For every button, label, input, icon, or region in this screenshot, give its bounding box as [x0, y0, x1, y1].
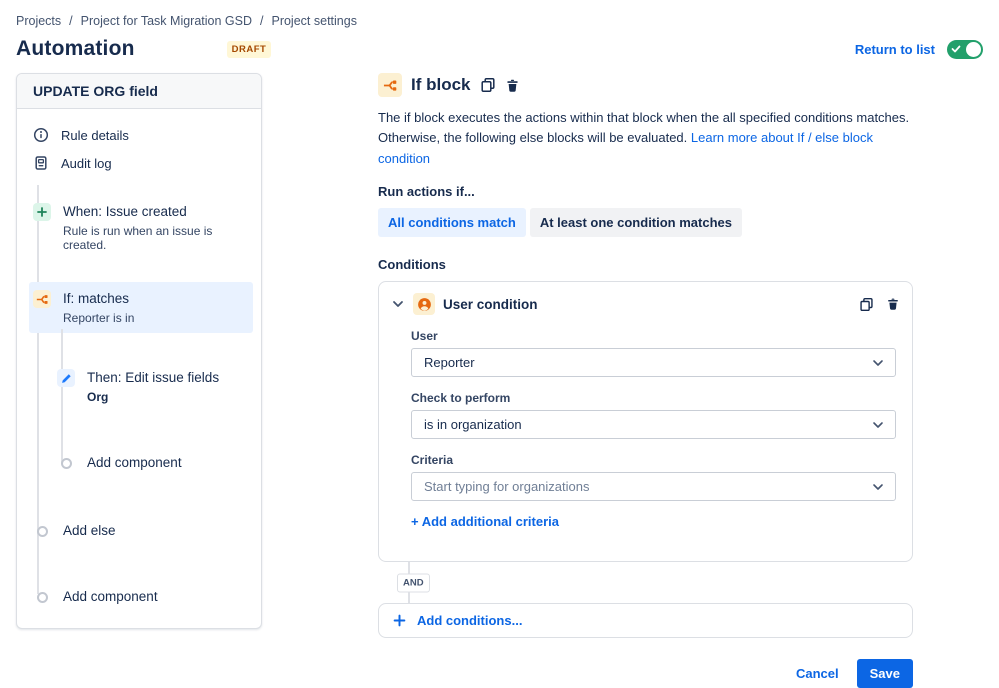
- tree-item-title: Add component: [87, 455, 182, 470]
- conditions-label: Conditions: [378, 257, 446, 273]
- check-to-perform-label: Check to perform: [411, 391, 511, 406]
- tree-item-title: If: matches: [63, 291, 130, 306]
- add-conditions-label: Add conditions...: [417, 613, 523, 629]
- audit-log-icon: [33, 155, 49, 171]
- chevron-down-icon: [873, 483, 883, 491]
- draft-badge: DRAFT: [227, 41, 272, 58]
- if-block-editor: [378, 73, 913, 688]
- branch-icon: [33, 290, 51, 308]
- tree-item-trigger[interactable]: [29, 195, 253, 256]
- nav-label: Rule details: [61, 127, 129, 143]
- user-condition-card: [378, 281, 913, 562]
- empty-circle-icon: [33, 588, 51, 606]
- tree-item-add-component[interactable]: [29, 584, 253, 610]
- condition-connector: [378, 562, 913, 603]
- tree-item-title: Then: Edit issue fields: [87, 370, 220, 385]
- copy-block-icon[interactable]: [480, 77, 496, 93]
- tree-item-title: Add component: [63, 589, 158, 604]
- rule-name: UPDATE ORG field: [17, 74, 261, 109]
- delete-condition-icon[interactable]: [886, 297, 900, 311]
- chevron-down-icon: [873, 421, 883, 429]
- tree-item-subtitle: Reporter is in: [63, 311, 135, 325]
- and-operator-chip: AND: [397, 573, 430, 592]
- check-to-perform-select[interactable]: [411, 410, 896, 439]
- rule-component-tree: [17, 181, 261, 628]
- toggle-knob: [966, 42, 981, 57]
- description-text: The if block executes the actions within that block when the all specified conditions matches. Otherwise, the following else blocks will be evaluated.: [378, 110, 910, 146]
- criteria-label: Criteria: [411, 453, 454, 468]
- breadcrumb-projects[interactable]: Projects: [16, 14, 62, 28]
- branch-icon: [378, 73, 402, 97]
- block-title: If block: [411, 75, 471, 94]
- tree-item-title: Add else: [63, 523, 116, 538]
- breadcrumb-separator: /: [260, 14, 264, 28]
- empty-circle-icon: [57, 454, 75, 472]
- check-icon: [951, 44, 961, 54]
- tree-item-title: When: Issue created: [63, 204, 187, 219]
- user-field-label: User: [411, 329, 438, 344]
- breadcrumb-separator: /: [69, 14, 73, 28]
- tree-item-subtitle: Rule is run when an issue is created.: [63, 224, 213, 252]
- user-select-value: Reporter: [424, 355, 475, 371]
- chevron-down-icon: [873, 359, 883, 367]
- user-condition-icon: [413, 293, 435, 315]
- tree-item-subtitle: Org: [87, 390, 109, 404]
- criteria-select[interactable]: [411, 472, 896, 501]
- topbar: [0, 0, 999, 61]
- at-least-one-condition-button[interactable]: At least one condition matches: [530, 208, 742, 237]
- tree-item-add-else[interactable]: [29, 518, 253, 544]
- breadcrumb-project[interactable]: Project for Task Migration GSD: [80, 14, 252, 28]
- page-title: Automation: [16, 37, 135, 60]
- sidebar-item-rule-details[interactable]: [29, 121, 253, 149]
- rule-enabled-toggle[interactable]: [947, 40, 983, 59]
- run-actions-label: Run actions if...: [378, 184, 475, 200]
- block-description: [378, 108, 913, 169]
- breadcrumb-project-settings[interactable]: Project settings: [271, 14, 357, 28]
- plus-icon: [33, 203, 51, 221]
- tree-item-if-condition[interactable]: [29, 282, 253, 333]
- return-to-list-link[interactable]: Return to list: [854, 41, 935, 57]
- cancel-button[interactable]: Cancel: [795, 666, 839, 682]
- all-conditions-match-button[interactable]: All conditions match: [378, 208, 526, 237]
- tree-item-add-component-inner[interactable]: [53, 450, 253, 476]
- breadcrumb: [16, 14, 983, 28]
- empty-circle-icon: [33, 522, 51, 540]
- info-icon: [33, 127, 49, 143]
- match-mode-segments: [378, 208, 913, 237]
- sidebar-item-audit-log[interactable]: [29, 149, 253, 177]
- add-conditions-button[interactable]: [378, 603, 913, 638]
- delete-block-icon[interactable]: [505, 78, 520, 93]
- tree-item-then-action[interactable]: [53, 365, 253, 408]
- if-branch-group: [53, 365, 253, 476]
- plus-icon: [393, 614, 406, 627]
- user-select[interactable]: [411, 348, 896, 377]
- criteria-placeholder: Start typing for organizations: [424, 479, 590, 495]
- copy-condition-icon[interactable]: [859, 297, 874, 312]
- chevron-down-icon[interactable]: [391, 298, 405, 310]
- save-button[interactable]: Save: [857, 659, 913, 688]
- add-additional-criteria-link[interactable]: + Add additional criteria: [411, 514, 559, 530]
- check-select-value: is in organization: [424, 417, 522, 433]
- learn-more-link[interactable]: Learn more about If / else block condition: [378, 130, 873, 166]
- pencil-icon: [57, 369, 75, 387]
- rule-sidebar: [16, 73, 262, 629]
- nav-label: Audit log: [61, 155, 112, 171]
- condition-title: User condition: [443, 296, 538, 312]
